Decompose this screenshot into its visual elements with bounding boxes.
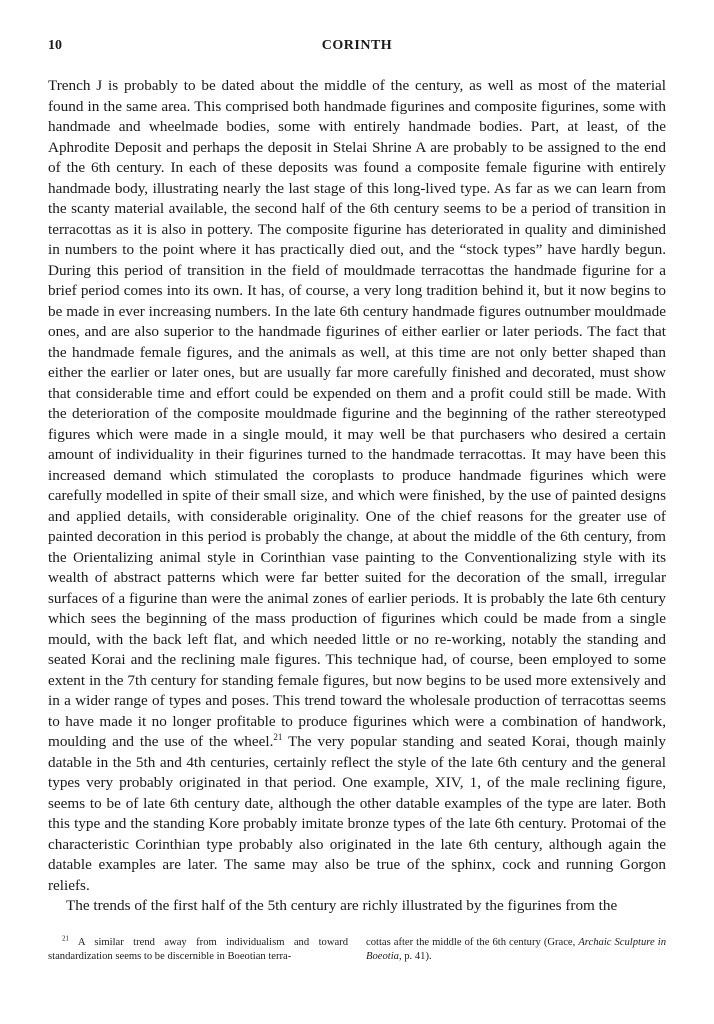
running-head: [48, 38, 666, 60]
footnote-column-right: [366, 936, 666, 964]
paragraph-text: Trench J is probably to be dated about the middle of the century, as well as most of the material found in the same area. This comprised both handmade figurines and composite figurines, some with handmade and wheelmade bodies, some with entirely handmade bodies. Part, at least, of the Aphrodite Deposit and perhaps the deposit in Stelai Shrine A are probably to be assigned to the end of the 6th century. In each of these deposits was found a composite female figurine with entirely handmade body, illustrating nearly the last stage of this long-lived type. As far as we can learn from the scanty material available, the second half of the 6th century seems to be a period of transition in terracottas as it is also in pottery. The composite figurine has deteriorated in quality and diminished in numbers to the point where it has practically died out, and the “stock types” have hardly begun. During this period of transition in the field of mouldmade terracottas the handmade figurine for a brief period comes into its own. It has, of course, a very long tradition behind it, but it now begins to be made in ever increasing numbers. In the late 6th century handmade figures outnumber mouldmade ones, and are also superior to the handmade figurines of either earlier or later periods. The fact that the handmade female figures, and the animals as well, at this time are not only better shaped than either the earlier or later ones, but are usually far more carefully finished and decorated, must show that considerable time and effort could be expended on them and a profit could still be made. With the deterioration of the composite mouldmade figurine and the beginning of the rather stereotyped figures which were made in a single mould, it may well be that purchasers who desired a certain amount of individuality in their figurines turned to the handmade terracottas. It may have been this increased demand which stimulated the coroplasts to produce handmade figurines which were carefully modelled in spite of their small size, and which were finished, by the use of painted designs and applied details, with considerable originality. One of the chief reasons for the greater use of painted decoration in this period is probably the change, at about the middle of the 6th century, from the Orientalizing animal style in Corinthian vase painting to the Conventionalizing style with its wealth of abstract patterns which were far better suited for the decoration of the small, irregular surfaces of a figurine than were the animal zones of earlier periods. It is probably the late 6th century which sees the beginning of the mass production of figurines which could be made from a single mould, with the back left flat, and which needed little or no re-working, notably the standing and seated Korai and the reclining male figures. This technique had, of course, been employed to some extent in the 7th century for standing female figures, but now begins to be used more extensively and in a wider range of types and poses. This trend toward the wholesale production of terracottas seems to have made it no longer profitable to produce figurines which were a combination of handwork, moulding and the use of the wheel.: [48, 77, 666, 750]
footnote-text: cottas after the middle of the 6th century (Grace,: [366, 937, 579, 948]
page: [48, 38, 666, 917]
footnote-number: 21: [62, 934, 69, 943]
page-number: 10: [48, 38, 62, 53]
running-title: CORINTH: [321, 38, 393, 53]
footnote-ref[interactable]: 21: [273, 731, 283, 742]
paragraph-text-continued: The very popular standing and seated Korai, though mainly datable in the 5th and 4th centuries, certainly reflect the style of the late 6th century and the general types very probably originated in that period. One example, XIV, 1, of the male reclining figure, seems to be of late 6th century date, although the other datable examples of the type are later. Both this type and the standing Kore probably imitate bronze types of the late 6th century. Protomai of the characteristic Corinthian type probably also originated in the late 6th century, although again the datable examples are later. The same may also be true of the sphinx, cock and running Gorgon reliefs.: [48, 733, 666, 894]
footnote-text: A similar trend away from individualism and toward standardization seems to be discernible in Boeotian terra-: [48, 937, 348, 962]
footnotes: [48, 936, 666, 964]
footnote-citation-title: Archaic Sculpture in Boeotia: [366, 937, 666, 962]
footnote-text: , p. 41).: [398, 951, 432, 962]
footnote-column-left: [48, 936, 348, 964]
body-text: [48, 76, 666, 917]
paragraph: The trends of the first half of the 5th century are richly illustrated by the figurines from the: [66, 897, 618, 914]
paragraph: [48, 76, 666, 896]
